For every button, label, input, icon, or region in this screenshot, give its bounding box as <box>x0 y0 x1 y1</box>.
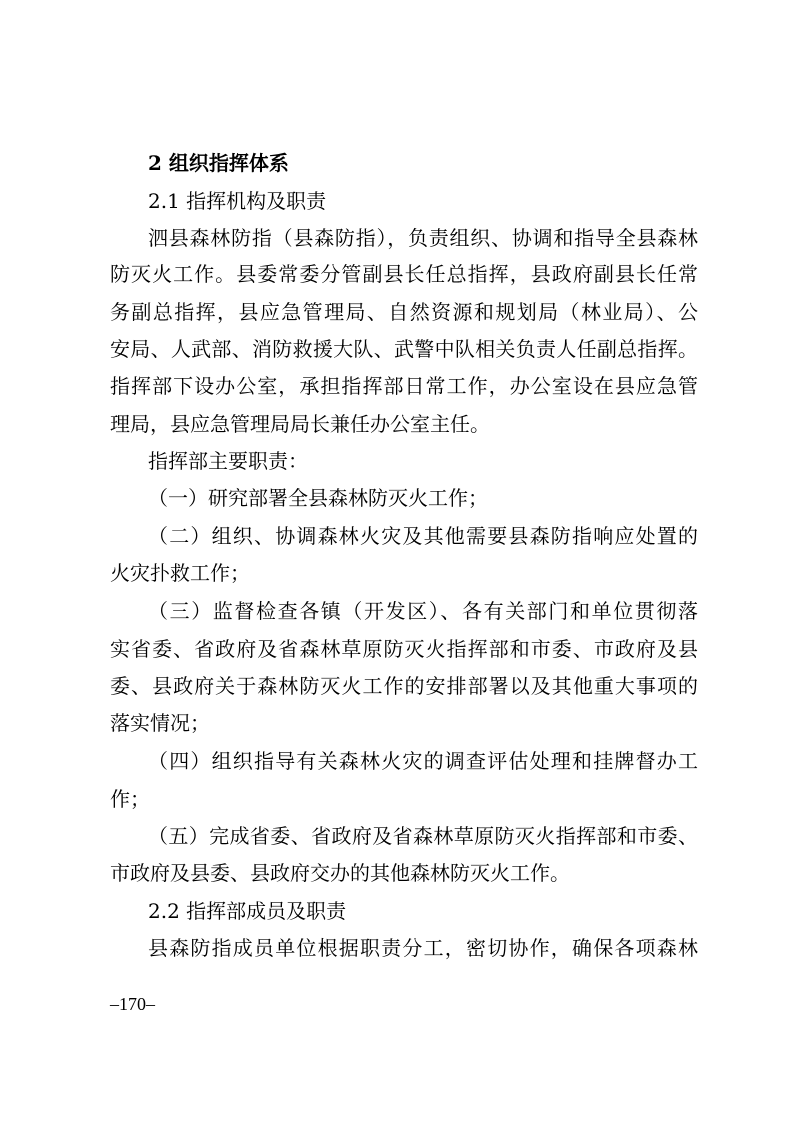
duties-intro: 指挥部主要职责： <box>148 449 308 473</box>
paragraph-line: 指挥部下设办公室，承担指挥部日常工作，办公室设在县应急管 <box>110 374 698 398</box>
paragraph-line: 务副总指挥，县应急管理局、自然资源和规划局（林业局）、公 <box>110 300 698 324</box>
paragraph-line: 泗县森林防指（县森防指），负责组织、协调和指导全县森林 <box>148 226 698 250</box>
duty-line: （一）研究部署全县森林防灭火工作； <box>148 486 488 510</box>
subsection-heading: 2.1 指挥机构及职责 <box>148 189 327 213</box>
duty-line: （五）完成省委、省政府及省森林草原防灭火指挥部和市委、 <box>148 824 698 848</box>
duty-line: 火灾扑救工作； <box>110 561 250 585</box>
duty-line: （三）监督检查各镇（开发区）、各有关部门和单位贯彻落 <box>148 599 698 623</box>
subsection-heading: 2.2 指挥部成员及职责 <box>148 899 347 923</box>
duty-line: 作； <box>110 787 150 811</box>
duty-line: 委、县政府关于森林防灭火工作的安排部署以及其他重大事项的 <box>110 674 698 698</box>
duty-line: 市政府及县委、县政府交办的其他森林防灭火工作。 <box>110 861 570 885</box>
paragraph-line: 防灭火工作。县委常委分管副县长任总指挥，县政府副县长任常 <box>110 262 698 286</box>
page-number: –170– <box>110 994 155 1014</box>
duty-line: （二）组织、协调森林火灾及其他需要县森防指响应处置的 <box>148 524 698 548</box>
duty-line: 落实情况； <box>110 711 210 735</box>
duty-line: 实省委、省政府及省森林草原防灭火指挥部和市委、市政府及县 <box>110 637 698 661</box>
paragraph-line: 安局、人武部、消防救援大队、武警中队相关负责人任副总指挥。 <box>110 337 698 361</box>
paragraph-line: 县森防指成员单位根据职责分工，密切协作，确保各项森林 <box>148 936 698 960</box>
section-heading: 2 组织指挥体系 <box>148 151 289 175</box>
duty-line: （四）组织指导有关森林火灾的调查评估处理和挂牌督办工 <box>148 749 698 773</box>
paragraph-line: 理局，县应急管理局局长兼任办公室主任。 <box>110 412 490 436</box>
